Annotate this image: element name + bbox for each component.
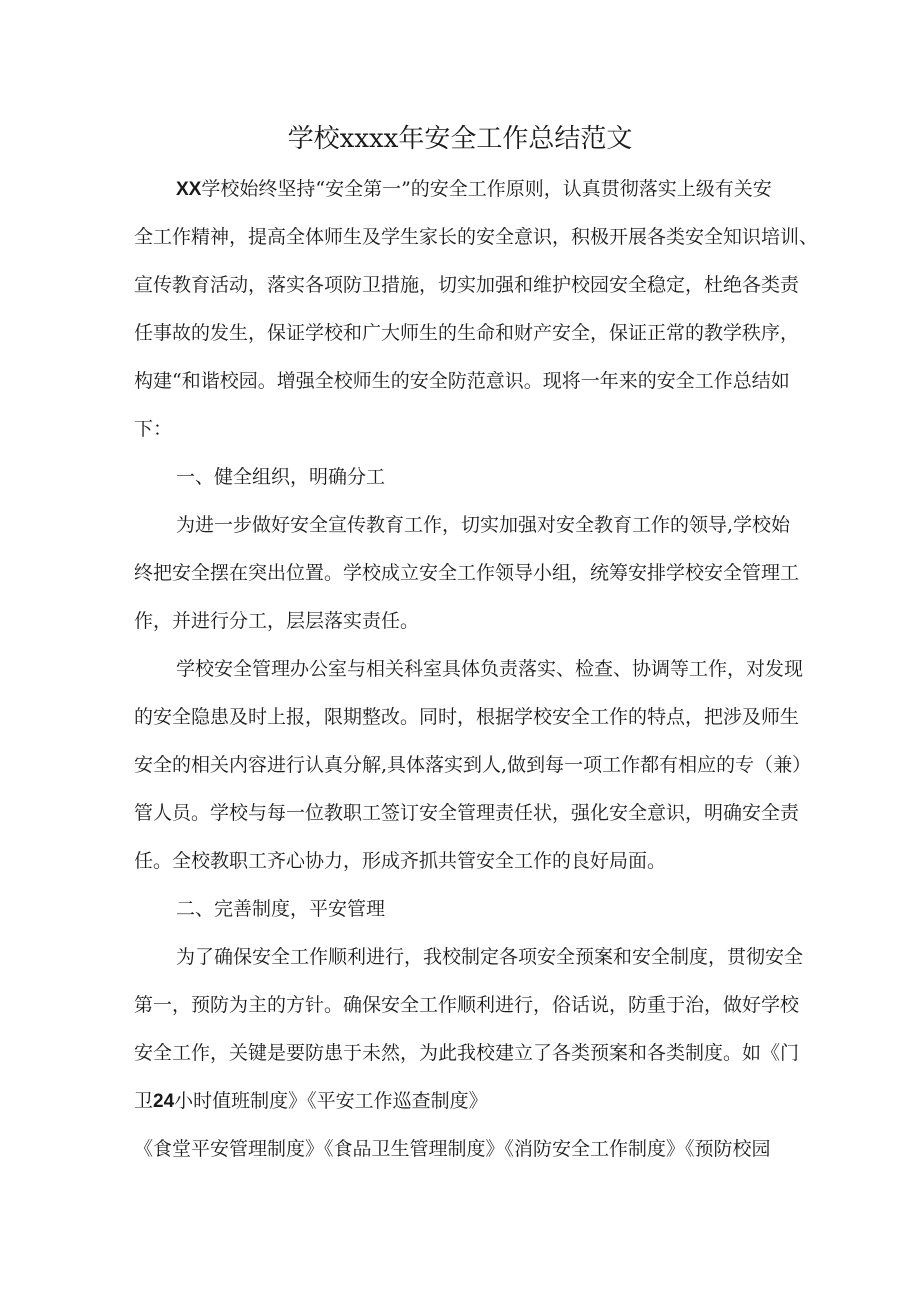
section-2-para-1-line-2: 第一，预防为主的方针。确保安全工作顺利进行，俗话说，防重于治，做好学校 (134, 994, 800, 1016)
section-1-para-2-line-2: 的安全隐患及时上报，限期整改。同时，根据学校安全工作的特点，把涉及师生 (134, 706, 800, 728)
section-1-para-1-line-2: 终把安全摆在突出位置。学校成立安全工作领导小组，统筹安排学校安全管理工 (134, 562, 800, 584)
document-title: 学校xxxx年安全工作总结范文 (287, 124, 633, 154)
section-2-para-1-line-4: 卫24小时值班制度》《平安工作巡查制度》 (134, 1090, 488, 1112)
section-1-heading: 一、健全组织，明确分工 (176, 466, 386, 488)
section-1-para-2-line-5: 任。全校教职工齐心协力，形成齐抓共管安全工作的良好局面。 (134, 850, 667, 872)
section-1-para-2-line-1: 学校安全管理办公室与相关科室具体负责落实、检查、协调等工作，对发现 (176, 658, 804, 680)
section-2-para-1-line-5: 《食堂平安管理制度》《食品卫生管理制度》《消防安全工作制度》《预防校园 (134, 1138, 771, 1160)
intro-line-3: 宣传教育活动，落实各项防卫措施，切实加强和维护校园安全稳定，杜绝各类责 (134, 274, 800, 296)
intro-line-5: 构建“和谐校园。增强全校师生的安全防范意识。现将一年来的安全工作总结如 (134, 370, 790, 392)
section-1-para-1-line-1: 为进一步做好安全宣传教育工作，切实加强对安全教育工作的领导,学校始 (176, 514, 791, 536)
intro-line-2: 全工作精神，提高全体师生及学生家长的安全意识，积极开展各类安全知识培训、 (134, 226, 819, 248)
section-2-heading: 二、完善制度，平安管理 (176, 898, 386, 920)
hours-number: 24 (153, 1091, 175, 1112)
section-2-para-1-line-3: 安全工作，关键是要防患于未然，为此我校建立了各类预案和各类制度。如《门 (134, 1042, 800, 1064)
school-name-placeholder: XX (176, 179, 202, 200)
section-1-para-2-line-4: 管人员。学校与每一位教职工签订安全管理责任状，强化安全意识，明确安全责 (134, 802, 800, 824)
intro-line-1: XX学校始终坚持“安全第一”的安全工作原则，认真贯彻落实上级有关安 (176, 178, 772, 200)
intro-line-6: 下： (134, 418, 173, 440)
section-2-para-1-line-1: 为了确保安全工作顺利进行，我校制定各项安全预案和安全制度，贯彻安全 (176, 946, 804, 968)
section-1-para-2-line-3: 安全的相关内容进行认真分解,具体落实到人,做到每一项工作都有相应的专（兼） (134, 754, 812, 776)
intro-line-4: 任事故的发生，保证学校和广大师生的生命和财产安全，保证正常的教学秩序， (134, 322, 800, 344)
section-1-para-1-line-3: 作，并进行分工，层层落实责任。 (134, 610, 420, 632)
